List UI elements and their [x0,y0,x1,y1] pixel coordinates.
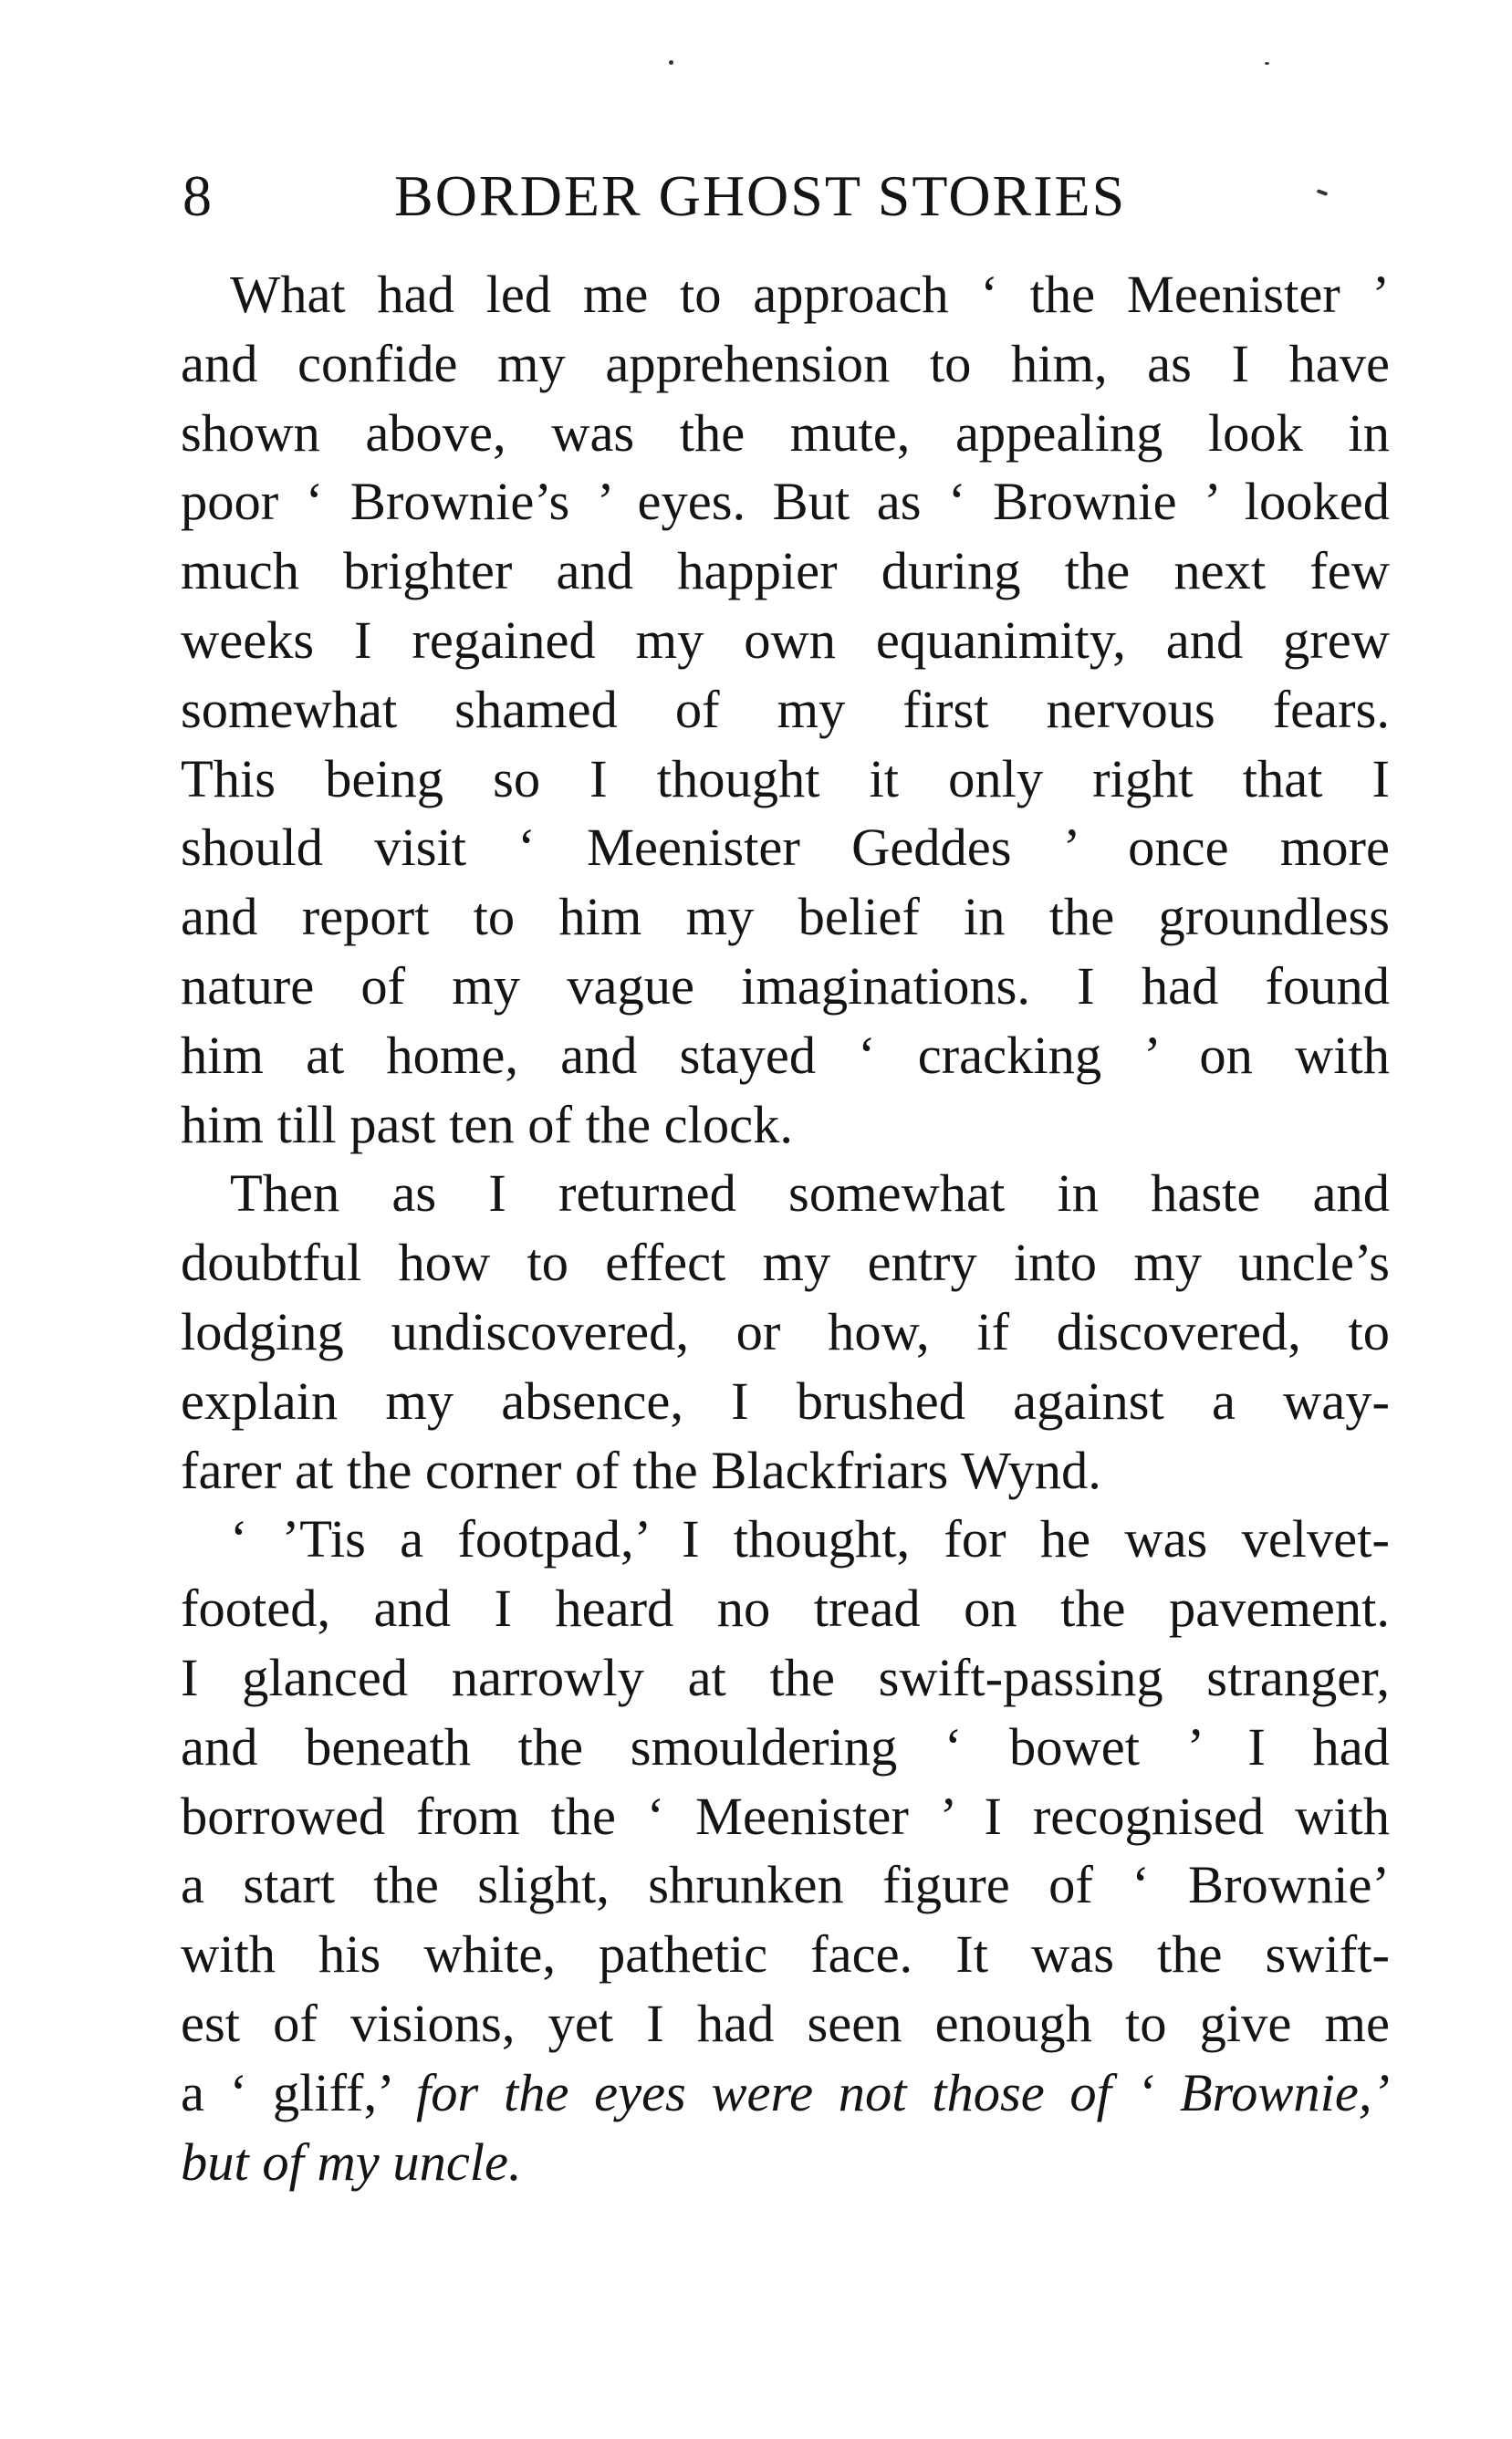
text-line: lodging undiscovered, or how, if discovered, to [181,1301,1390,1361]
text-line: est of visions, yet I had seen enough to give me [181,1993,1390,2053]
text-line: poor ‘ Brownie’s ’ eyes. But as ‘ Brownie ’ looked [181,472,1390,532]
text-line: farer at the corner of the Blackfriars Wynd. [181,1440,1101,1500]
page-header [182,162,1396,235]
text-line: and report to him my belief in the groundless [181,887,1390,947]
roman-fragment: a ‘ gliff,’ [181,2062,416,2122]
text-line: nature of my vague imaginations. I had found [181,955,1390,1016]
print-speck [669,60,673,65]
text-line: him till past ten of the clock. [181,1094,793,1154]
running-title: BORDER GHOST STORIES [394,163,1127,228]
text-line: weeks I regained my own equanimity, and grew [181,610,1390,670]
text-line: and confide my apprehension to him, as I have [181,333,1390,393]
text-line: and beneath the smouldering ‘ bowet ’ I had [181,1716,1390,1777]
page-number: 8 [182,163,213,228]
text-line: explain my absence, I brushed against a way- [181,1371,1390,1431]
text-line: him at home, and stayed ‘ cracking ’ on with [181,1025,1390,1085]
print-speck [1265,62,1269,65]
text-line: Then as I returned somewhat in haste and [230,1163,1390,1224]
text-line-italic: but of my uncle. [181,2132,522,2192]
text-line: I glanced narrowly at the swift-passing stranger, [181,1647,1390,1707]
text-line: somewhat shamed of my first nervous fears. [181,679,1390,739]
text-line: doubtful how to effect my entry into my uncle’s [181,1233,1390,1293]
text-line: This being so I thought it only right that I [181,748,1390,808]
text-line: much brighter and happier during the next few [181,541,1390,601]
text-line: footed, and I heard no tread on the pavement. [181,1579,1390,1639]
text-line: ‘ ’Tis a footpad,’ I thought, for he was velvet- [230,1509,1390,1569]
text-line: What had led me to approach ‘ the Meenister ’ [230,265,1390,324]
italic-fragment: for the eyes were not those of ‘ Brownie,’ [416,2062,1390,2122]
text-line: with his white, pathetic face. It was the swift- [181,1924,1390,1985]
text-line: should visit ‘ Meenister Geddes ’ once more [181,818,1390,878]
body-text [181,260,1390,2196]
text-line: a start the slight, shrunken figure of ‘ Brownie’ [181,1855,1390,1915]
text-line-mixed [181,2059,1390,2128]
text-line: shown above, was the mute, appealing look in [181,402,1390,463]
text-line: borrowed from the ‘ Meenister ’ I recognised with [181,1786,1390,1846]
